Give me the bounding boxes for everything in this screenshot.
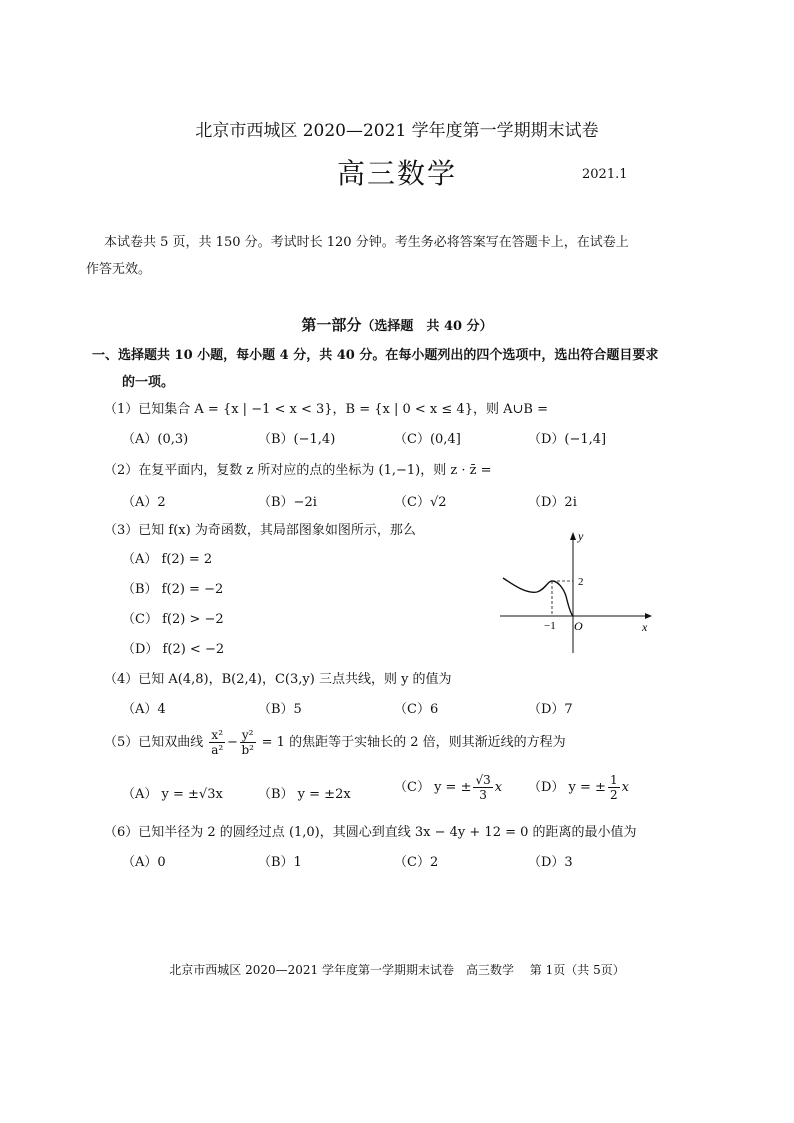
question-6-stem: （6）已知半径为 2 的圆经过点 (1,0)，其圆心到直线 3x − 4y + 12 = 0 的距离的最小值为 <box>104 825 637 840</box>
exam-title: 北京市西城区 2020—2021 学年度第一学期期末试卷 <box>195 121 599 141</box>
q3-option-d: （D） f(2) < −2 <box>122 642 225 657</box>
q5-option-c-denominator: 3 <box>479 788 487 802</box>
q1-option-d: （D）(−1,4] <box>528 432 607 447</box>
section-instructions-line-1: 一、选择题共 10 小题，每小题 4 分，共 40 分。在每小题列出的四个选项中，选出符合题目要求 <box>92 348 659 363</box>
q5-option-d-label: （D） y = ± <box>528 780 606 795</box>
q4-option-b: （B）5 <box>258 702 302 717</box>
q4-option-a: （A）4 <box>122 702 166 717</box>
q3-option-b: （B） f(2) = −2 <box>122 582 224 597</box>
part-heading <box>0 314 794 335</box>
q5-option-c-numerator: √3 <box>475 773 491 787</box>
q5-stem-suffix: = 1 的焦距等于实轴长的 2 倍，则其渐近线的方程为 <box>261 735 566 750</box>
q5-frac1-denominator: a² <box>211 743 224 757</box>
section-instructions-line-2: 的一项。 <box>122 375 175 390</box>
q5-option-b: （B） y = ±2x <box>258 787 351 802</box>
q2-option-c: （C）√2 <box>394 495 447 510</box>
q6-option-b: （B）1 <box>258 855 302 870</box>
q5-option-d-numerator: 1 <box>609 773 618 787</box>
q5-fraction-x2-a2 <box>209 728 225 757</box>
y-axis-arrow <box>570 532 576 540</box>
q1-option-a: （A）(0,3) <box>122 432 189 447</box>
page-footer: 北京市西城区 2020—2021 学年度第一学期期末试卷 高三数学 第 1页（共 5页） <box>169 963 625 977</box>
q2-option-d: （D）2i <box>528 495 577 510</box>
subject-title: 高三数学 <box>336 157 457 190</box>
q5-option-d-x: x <box>621 780 629 795</box>
q5-option-c-label: （C） y = ± <box>394 780 472 795</box>
q5-stem-prefix: （5）已知双曲线 <box>104 735 204 750</box>
question-1-stem: （1）已知集合 A = {x | −1 < x < 3}，B = {x | 0 < x ≤ 4}，则 A∪B = <box>104 402 548 417</box>
x-axis-label: x <box>642 620 648 634</box>
part-title: 第一部分 <box>301 316 362 334</box>
question-5-stem <box>104 728 566 757</box>
q5-option-d <box>528 773 629 802</box>
q5-option-c-fraction <box>473 773 492 802</box>
y-axis-label: y <box>578 529 584 543</box>
q5-fraction-y2-b2 <box>240 728 256 757</box>
q4-option-d: （D）7 <box>528 702 573 717</box>
q3-option-c: （C） f(2) > −2 <box>122 612 224 627</box>
instructions-line-2: 作答无效。 <box>86 262 152 277</box>
origin-label: O <box>574 619 583 633</box>
q6-option-c: （C）2 <box>394 855 439 870</box>
q6-option-a: （A）0 <box>122 855 166 870</box>
q2-option-a: （A）2 <box>122 495 166 510</box>
q5-option-d-denominator: 2 <box>609 788 618 802</box>
q5-minus: − <box>227 735 238 750</box>
q6-option-d: （D）3 <box>528 855 573 870</box>
q5-option-c-x: x <box>494 780 503 795</box>
q2-option-b: （B）−2i <box>258 495 317 510</box>
question-4-stem: （4）已知 A(4,8)，B(2,4)，C(3,y) 三点共线，则 y 的值为 <box>104 672 452 687</box>
q3-option-a: （A） f(2) = 2 <box>122 552 213 567</box>
q5-frac1-numerator: x² <box>211 728 223 742</box>
q5-option-a: （A） y = ±√3x <box>122 787 223 802</box>
question-3-stem: （3）已知 f(x) 为奇函数，其局部图象如图所示，那么 <box>104 523 416 538</box>
q1-option-b: （B）(−1,4) <box>258 432 336 447</box>
exam-date: 2021.1 <box>582 167 628 182</box>
q5-frac2-denominator: b² <box>241 743 254 757</box>
x-axis-arrow <box>645 613 652 619</box>
function-curve <box>503 578 573 616</box>
function-graph <box>495 528 655 658</box>
x-tick-label: −1 <box>544 620 556 632</box>
q5-option-d-fraction <box>608 773 620 802</box>
part-note: （选择题 共 40 分） <box>361 319 493 334</box>
y-tick-label: 2 <box>578 576 584 588</box>
q1-option-c: （C）(0,4] <box>394 432 461 447</box>
instructions-line-1: 本试卷共 5 页，共 150 分。考试时长 120 分钟。考生务必将答案写在答题卡上，在试卷上 <box>104 235 629 250</box>
q5-option-c <box>394 773 502 802</box>
question-2-stem: （2）在复平面内，复数 z 所对应的点的坐标为 (1,−1)，则 z · z̄ = <box>104 463 492 478</box>
q4-option-c: （C）6 <box>394 702 439 717</box>
q5-frac2-numerator: y² <box>241 728 254 742</box>
